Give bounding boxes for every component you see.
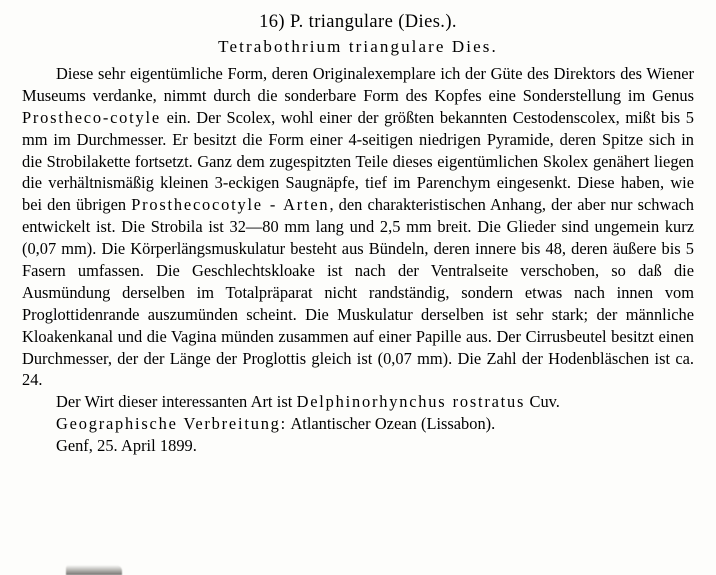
page-title: 16) P. triangulare (Dies.). [259,12,457,32]
paragraph-distribution: Geographische Verbreitung: Atlantischer Ozean (Lissabon). [56,414,496,434]
species-subtitle: Tetrabothrium triangulare Dies. [218,37,498,56]
genus-name-prosthecocotyle: Prostheco-cotyle [22,107,161,127]
paragraph-main-description: Diese sehr eigentümliche Form, deren Originalexemplare ich der Güte des Direktors des Wiener Museums verdanke, nimmt durch die sonderbare Form des Kopfes eine Sonderstellung im Genus Prostheco-cotyle ein. Der Scolex, wohl einer der größten bekannten Cestodenscolex, mißt bis 5 mm im Durchmesser. Er besitzt die Form einer 4-seitigen niedrigen Pyramide, deren Spitze sich in die Strobilakette fortsetzt. Ganz dem zugespitzten Teile dieses eigentümlichen Skolex genähert liegen die verhältnismäßig kleinen 3-eckigen Saugnäpfe, tief im Parenchym eingesenkt. Diese haben, wie bei den übrigen Prosthecocotyle - Arten, den charakteristischen Anhang, der aber nur schwach entwickelt ist. Die Strobila ist 32—80 mm lang und 2,5 mm breit. Die Glieder sind ungemein kurz (0,07 mm). Die Körperlängsmuskulatur besteht aus Bündeln, deren innere bis 48, deren äußere bis 5 Fasern umfassen. Die Geschlechtskloake ist nach der Ventralseite verschoben, so daß die Ausmündung derselben im Totalpräparat nicht randständig, sondern etwas nach innen vom Proglottidenrande auszumünden scheint. Die Muskulatur derselben ist sehr stark; der männliche Kloakenkanal und die Vagina münden zusammen auf einer Papille aus. Der Cirrusbeutel besitzt einen Durchmesser, der der Länge der Proglottis gleich ist (0,07 mm). Die Zahl der Hodenbläschen ist ca. 24. [22,64,694,390]
host-species-name: Delphinorhynchus rostratus [296,392,526,412]
page-smudge-artifact [66,565,122,575]
genus-name-prosthecocotyle-arten: Prosthecocotyle - Arten [131,195,330,215]
distribution-label: Geographische Verbreitung: [56,414,288,434]
paragraph-host: Der Wirt dieser interessanten Art ist Delphinorhynchus rostratus Cuv. [56,392,560,412]
paragraph-place-date: Genf, 25. April 1899. [56,436,197,456]
